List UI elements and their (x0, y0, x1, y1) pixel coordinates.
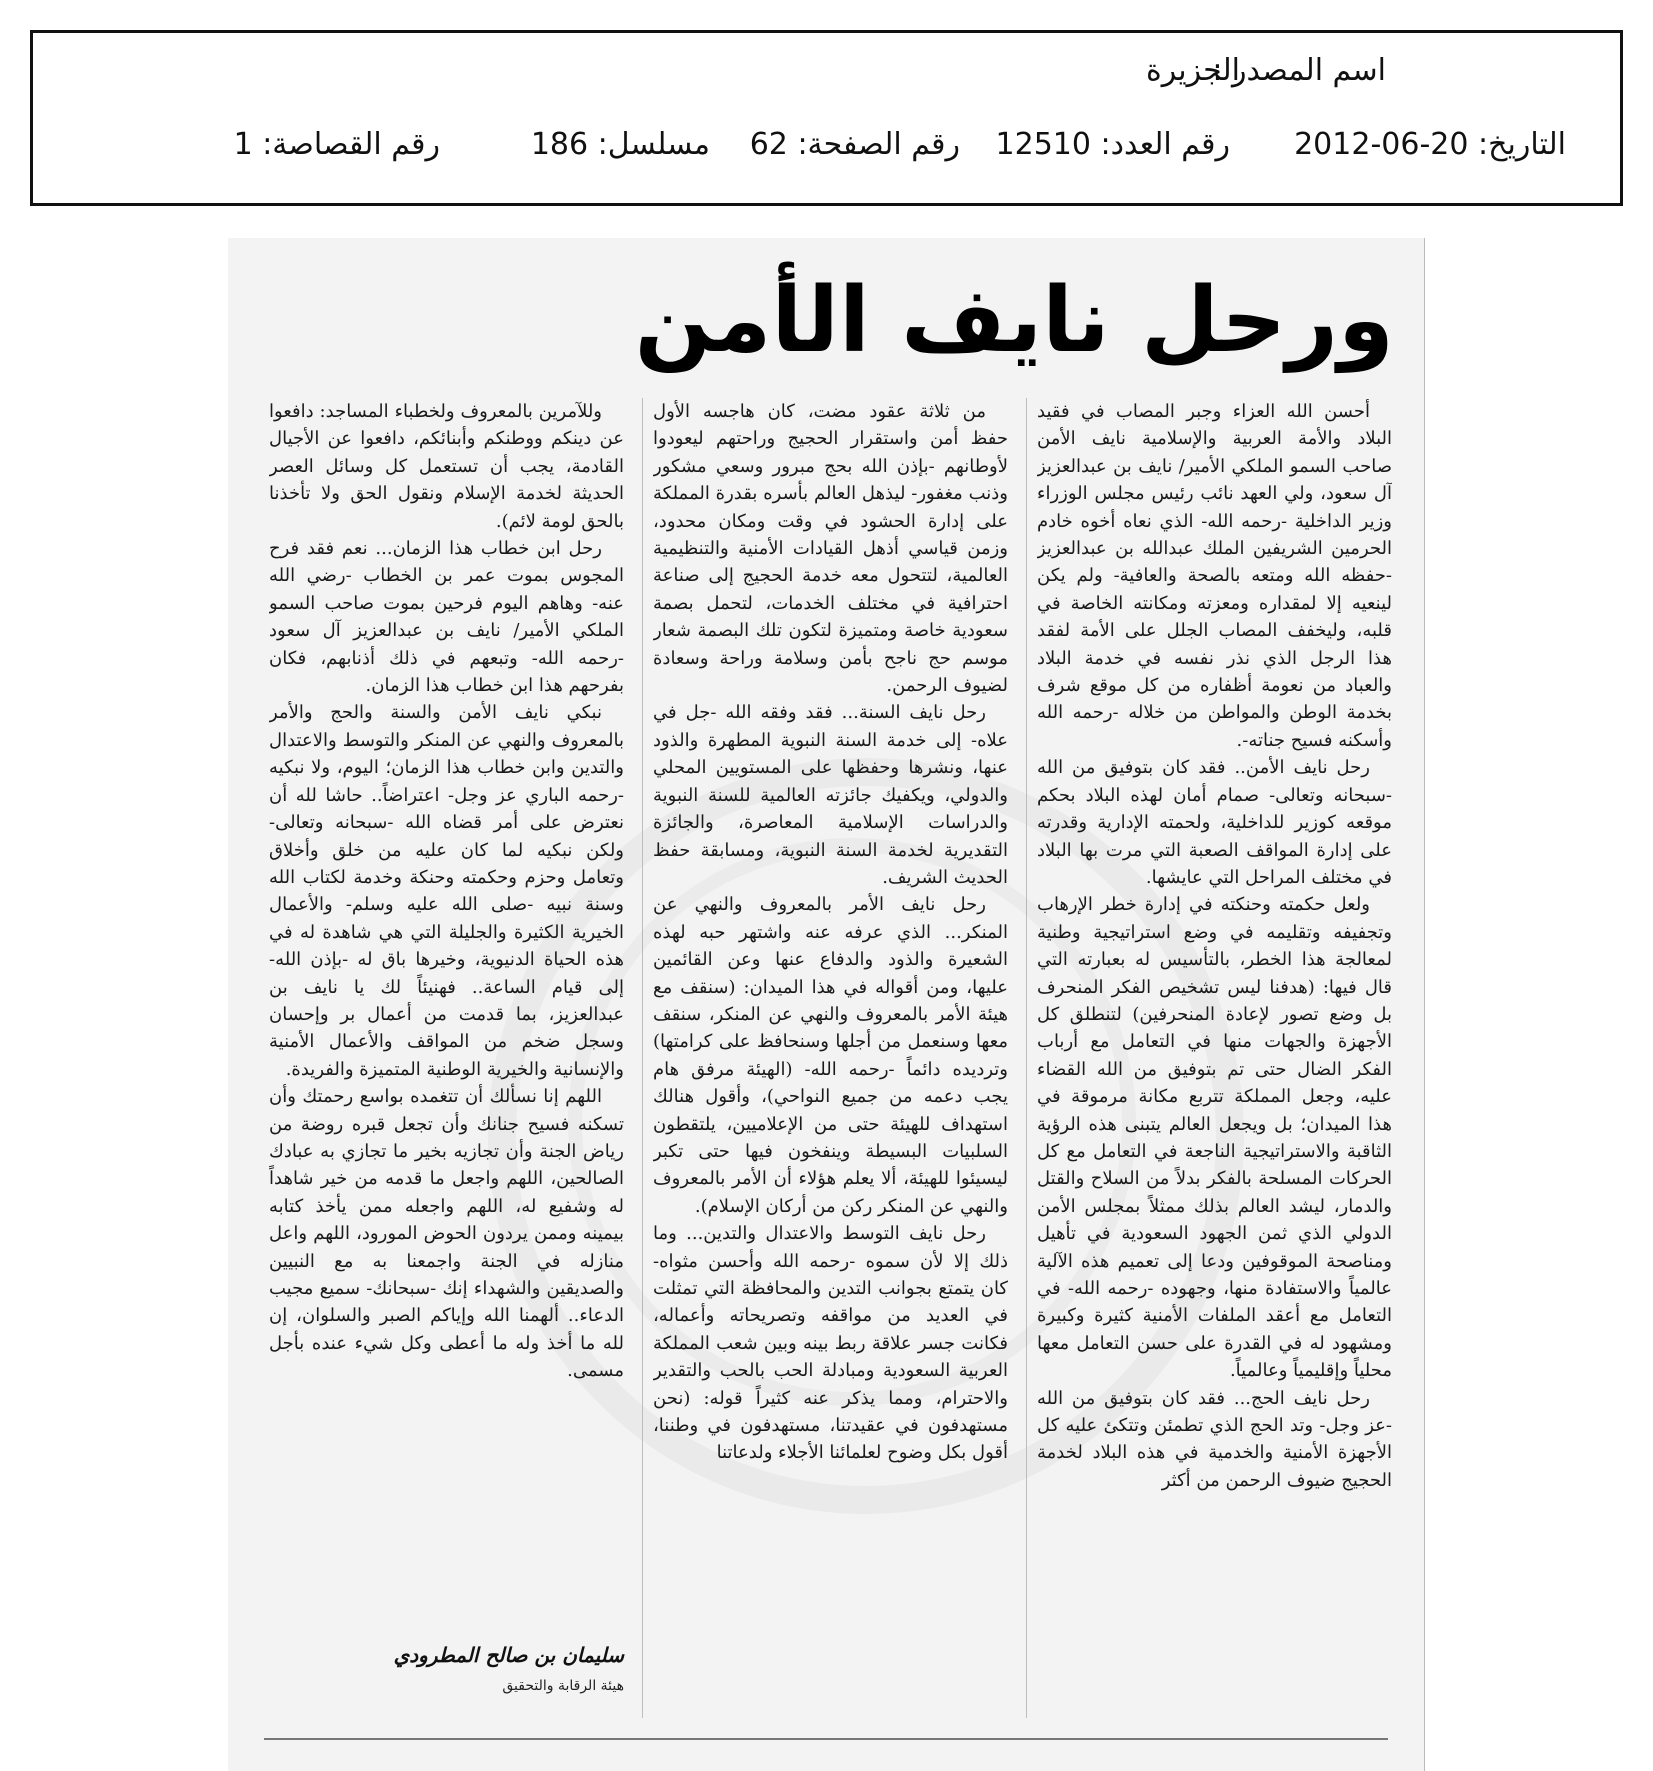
author-affiliation: هيئة الرقابة والتحقيق (502, 1678, 624, 1694)
serial-field: مسلسل: 186 (530, 127, 710, 162)
date-field: التاريخ: 20-06-2012 (1294, 127, 1566, 162)
article-headline: ورحل نايف الأمن (634, 268, 1394, 373)
column-divider (1026, 398, 1027, 1718)
paragraph: وللآمرين بالمعروف ولخطباء المساجد: دافعوا عن دينكم ووطنكم وأبنائكم، دافعوا عن الأجيال القادمة، يجب أن تستعمل كل وسائل العصر الحديثة لخدمة الإسلام ونقول الحق ولا تأخذنا بالحق لومة لائم). (269, 401, 624, 532)
paragraph: رحل نايف الأمن.. فقد كان بتوفيق من الله -سبحانه وتعالى- صمام أمان لهذه البلاد بحكم موقعه كوزير للداخلية، ولحمته الإدارية وقدرته على إدارة المواقف الصعبة التي مرت بها البلاد في مختلف المراحل التي عايشها. (1037, 757, 1392, 888)
paragraph: رحل نايف التوسط والاعتدال والتدين... وما ذلك إلا لأن سموه -رحمه الله وأحسن مثواه- كان يتمتع بجوانب التدين والمحافظة التي تمثلت في العديد من مواقفه وتصريحاته وأعماله، فكانت جسر علاقة ربط بينه وبين شعب المملكة العربية السعودية ومبادلة الحب بالحب والتقدير والاحترام، ومما يذكر عنه كثيراً قوله: (نحن مستهدفون في عقيدتنا، مستهدفون في وطننا، أقول بكل وضوح لعلمائنا الأجلاء ولدعاتنا (653, 1223, 1008, 1464)
paragraph: رحل نايف الحج... فقد كان بتوفيق من الله -عز وجل- وتد الحج الذي تطمئن وتتكئ عليه كل الأجهزة الأمنية والخدمية في هذه البلاد لخدمة الحجيج ضيوف الرحمن من أكثر (1037, 1387, 1392, 1491)
paragraph: ولعل حكمته وحنكته في إدارة خطر الإرهاب وتجفيفه وتقليمه في وضع استراتيجية وطنية لمعالجة هذا الخطر، بالتأسيس له بعبارته التي قال فيها: (هدفنا ليس تشخيص الفكر المنحرف بل وضع تصور لإعادة المنحرفين) لتنطلق كل الأجهزة والجهات منها في التعامل مع أرباب الفكر الضال حتى تم بتوفيق من الله القضاء عليه، وجعل المملكة تتربع مكانة مرموقة في هذا الميدان؛ بل ويجعل العالم يتبنى هذه الرؤية الثاقبة والاستراتيجية الناجعة في التعامل مع كل الحركات المسلحة بالفكر بدلاً من السلاح والقتل والدمار، ليشد العالم بذلك ممثلاً بمجلس الأمن الدولي الذي ثمن الجهود السعودية في تأهيل ومناصحة الموقوفين ودعا إلى تعميم هذه الآلية عالمياً والاستفادة منها، وجهوده -رحمه الله- في التعامل مع أعقد الملفات الأمنية كثيرة وكبيرة ومشهود له في القدرة على حسن التعامل معها محلياً وإقليمياً وعالمياً. (1037, 894, 1392, 1382)
article-column-2 (653, 398, 1008, 1558)
paragraph: رحل ابن خطاب هذا الزمان... نعم فقد فرح المجوس بموت عمر بن الخطاب -رضي الله عنه- وهاهم اليوم فرحين بموت صاحب السمو الملكي الأمير/ نايف بن عبدالعزيز آل سعود -رحمه الله- وتبعهم في ذلك أذنابهم، فكان بفرحهم هذا ابن خطاب هذا الزمان. (269, 538, 624, 697)
column-divider (642, 398, 643, 1718)
author-name: سليمان بن صالح المطرودي (393, 1643, 624, 1667)
paragraph: من ثلاثة عقود مضت، كان هاجسه الأول حفظ أمن واستقرار الحجيج وراحتهم ليعودوا لأوطانهم -بإذن الله بحج مبرور وسعي مشكور وذنب مغفور- ليذهل العالم بأسره بقدرة المملكة على إدارة الحشود في وقت ومكان محدود، وزمن قياسي أذهل القيادات الأمنية والتنظيمية العالمية، لتتحول معه خدمة الحجيج إلى صناعة احترافية في مختلف الخدمات، لتحمل بصمة سعودية خاصة ومتميزة لتكون تلك البصمة شعار موسم حج ناجح بأمن وسلامة وراحة وسعادة لضيوف الرحمن. (653, 401, 1008, 697)
article-column-1 (1037, 398, 1392, 1558)
article-column-3 (269, 398, 624, 1508)
issue-field: رقم العدد: 12510 (995, 127, 1230, 162)
source-value: الجزيرة (1145, 53, 1240, 88)
metadata-header (30, 30, 1623, 206)
paragraph: رحل نايف السنة... فقد وفقه الله -جل في علاه- إلى خدمة السنة النبوية المطهرة والذود عنها، ونشرها وحفظها على المستويين المحلي والدولي، ويكفيك جائزته العالمية للسنة النبوية والدراسات الإسلامية المعاصرة، والجائزة التقديرية لخدمة السنة النبوية، ومسابقة حفظ الحديث الشريف. (653, 702, 1008, 888)
page-field: رقم الصفحة: 62 (749, 127, 960, 162)
source-label: اسم المصدر : (1212, 53, 1386, 88)
clip-number-field: رقم القصاصة: 1 (233, 127, 440, 162)
paragraph: اللهم إنا نسألك أن تتغمده بواسع رحمتك وأن تسكنه فسيح جنانك وأن تجعل قبره روضة من رياض الجنة وأن تجازيه بخير ما تجازي به عبادك الصالحين، اللهم واجعل ما قدمه من خير شاهداً له وشفيع له، اللهم واجعله ممن يأخذ كتابه بيمينه وممن يردون الحوض المورود، اللهم واعل منازله في الجنة واجمعنا به مع النبيين والصديقين والشهداء إنك -سبحانك- سميع مجيب الدعاء.. ألهمنا الله وإياكم الصبر والسلوان، إن لله ما أخذ وله ما أعطى وكل شيء عنده بأجل مسمى. (269, 1086, 624, 1382)
paragraph: نبكي نايف الأمن والسنة والحج والأمر بالمعروف والنهي عن المنكر والتوسط والاعتدال والتدين وابن خطاب هذا الزمان؛ اليوم، ولا نبكيه -رحمه الباري عز وجل- اعتراضاً.. حاشا لله أن نعترض على أمر قضاه الله -سبحانه وتعالى- ولكن نبكيه لما كان عليه من خلق وأخلاق وتعامل وحزم وحكمته وحنكة وخدمة لكتاب الله وسنة نبيه -صلى الله عليه وسلم- والأعمال الخيرية الكثيرة والجليلة التي هي شاهدة له في هذه الحياة الدنيوية، وخيرها باق له -بإذن الله- إلى قيام الساعة.. فهنيئاً لك يا نايف بن عبدالعزيز، بما قدمت من أعمال بر وإحسان وسجل ضخم من المواقف والأعمال الأمنية والإنسانية والخيرية الوطنية المتميزة والفريدة. (269, 702, 624, 1080)
newspaper-clipping (228, 238, 1425, 1771)
paragraph: رحل نايف الأمر بالمعروف والنهي عن المنكر... الذي عرفه عنه واشتهر حبه لهذه الشعيرة والذود والدفاع عنها وعن القائمين عليها، ومن أقواله في هذا الميدان: (سنقف مع هيئة الأمر بالمعروف والنهي عن المنكر، سنقف معها وسنعمل من أجلها وسنحافظ على كرامتها) وترديده دائماً -رحمه الله- (الهيئة مرفق هام يجب دعمه من جميع النواحي)، وأقول هنالك استهداف للهيئة حتى من الإعلاميين، يلتقطون السلبيات البسيطة وينفخون فيها حتى تكبر ليسيئوا للهيئة، ألا يعلم هؤلاء أن الأمر بالمعروف والنهي عن المنكر ركن من أركان الإسلام). (653, 894, 1008, 1217)
paragraph: أحسن الله العزاء وجبر المصاب في فقيد البلاد والأمة العربية والإسلامية نايف الأمن صاحب السمو الملكي الأمير/ نايف بن عبدالعزيز آل سعود، ولي العهد نائب رئيس مجلس الوزراء وزير الداخلية -رحمه الله- الذي نعاه أخوه خادم الحرمين الشريفين الملك عبدالله بن عبدالعزيز -حفظه الله ومتعه بالصحة والعافية- ولم يكن لينعيه إلا لمقداره ومعزته ومكانته الخاصة في قلبه، وليخفف المصاب الجلل على الأمة لفقد هذا الرجل الذي نذر نفسه في خدمة البلاد والعباد من نعومة أظفاره من كل موقع شرف بخدمة الوطن والمواطن من خلاله -رحمه الله وأسكنه فسيح جناته-. (1037, 401, 1392, 751)
bottom-rule (264, 1738, 1388, 1740)
